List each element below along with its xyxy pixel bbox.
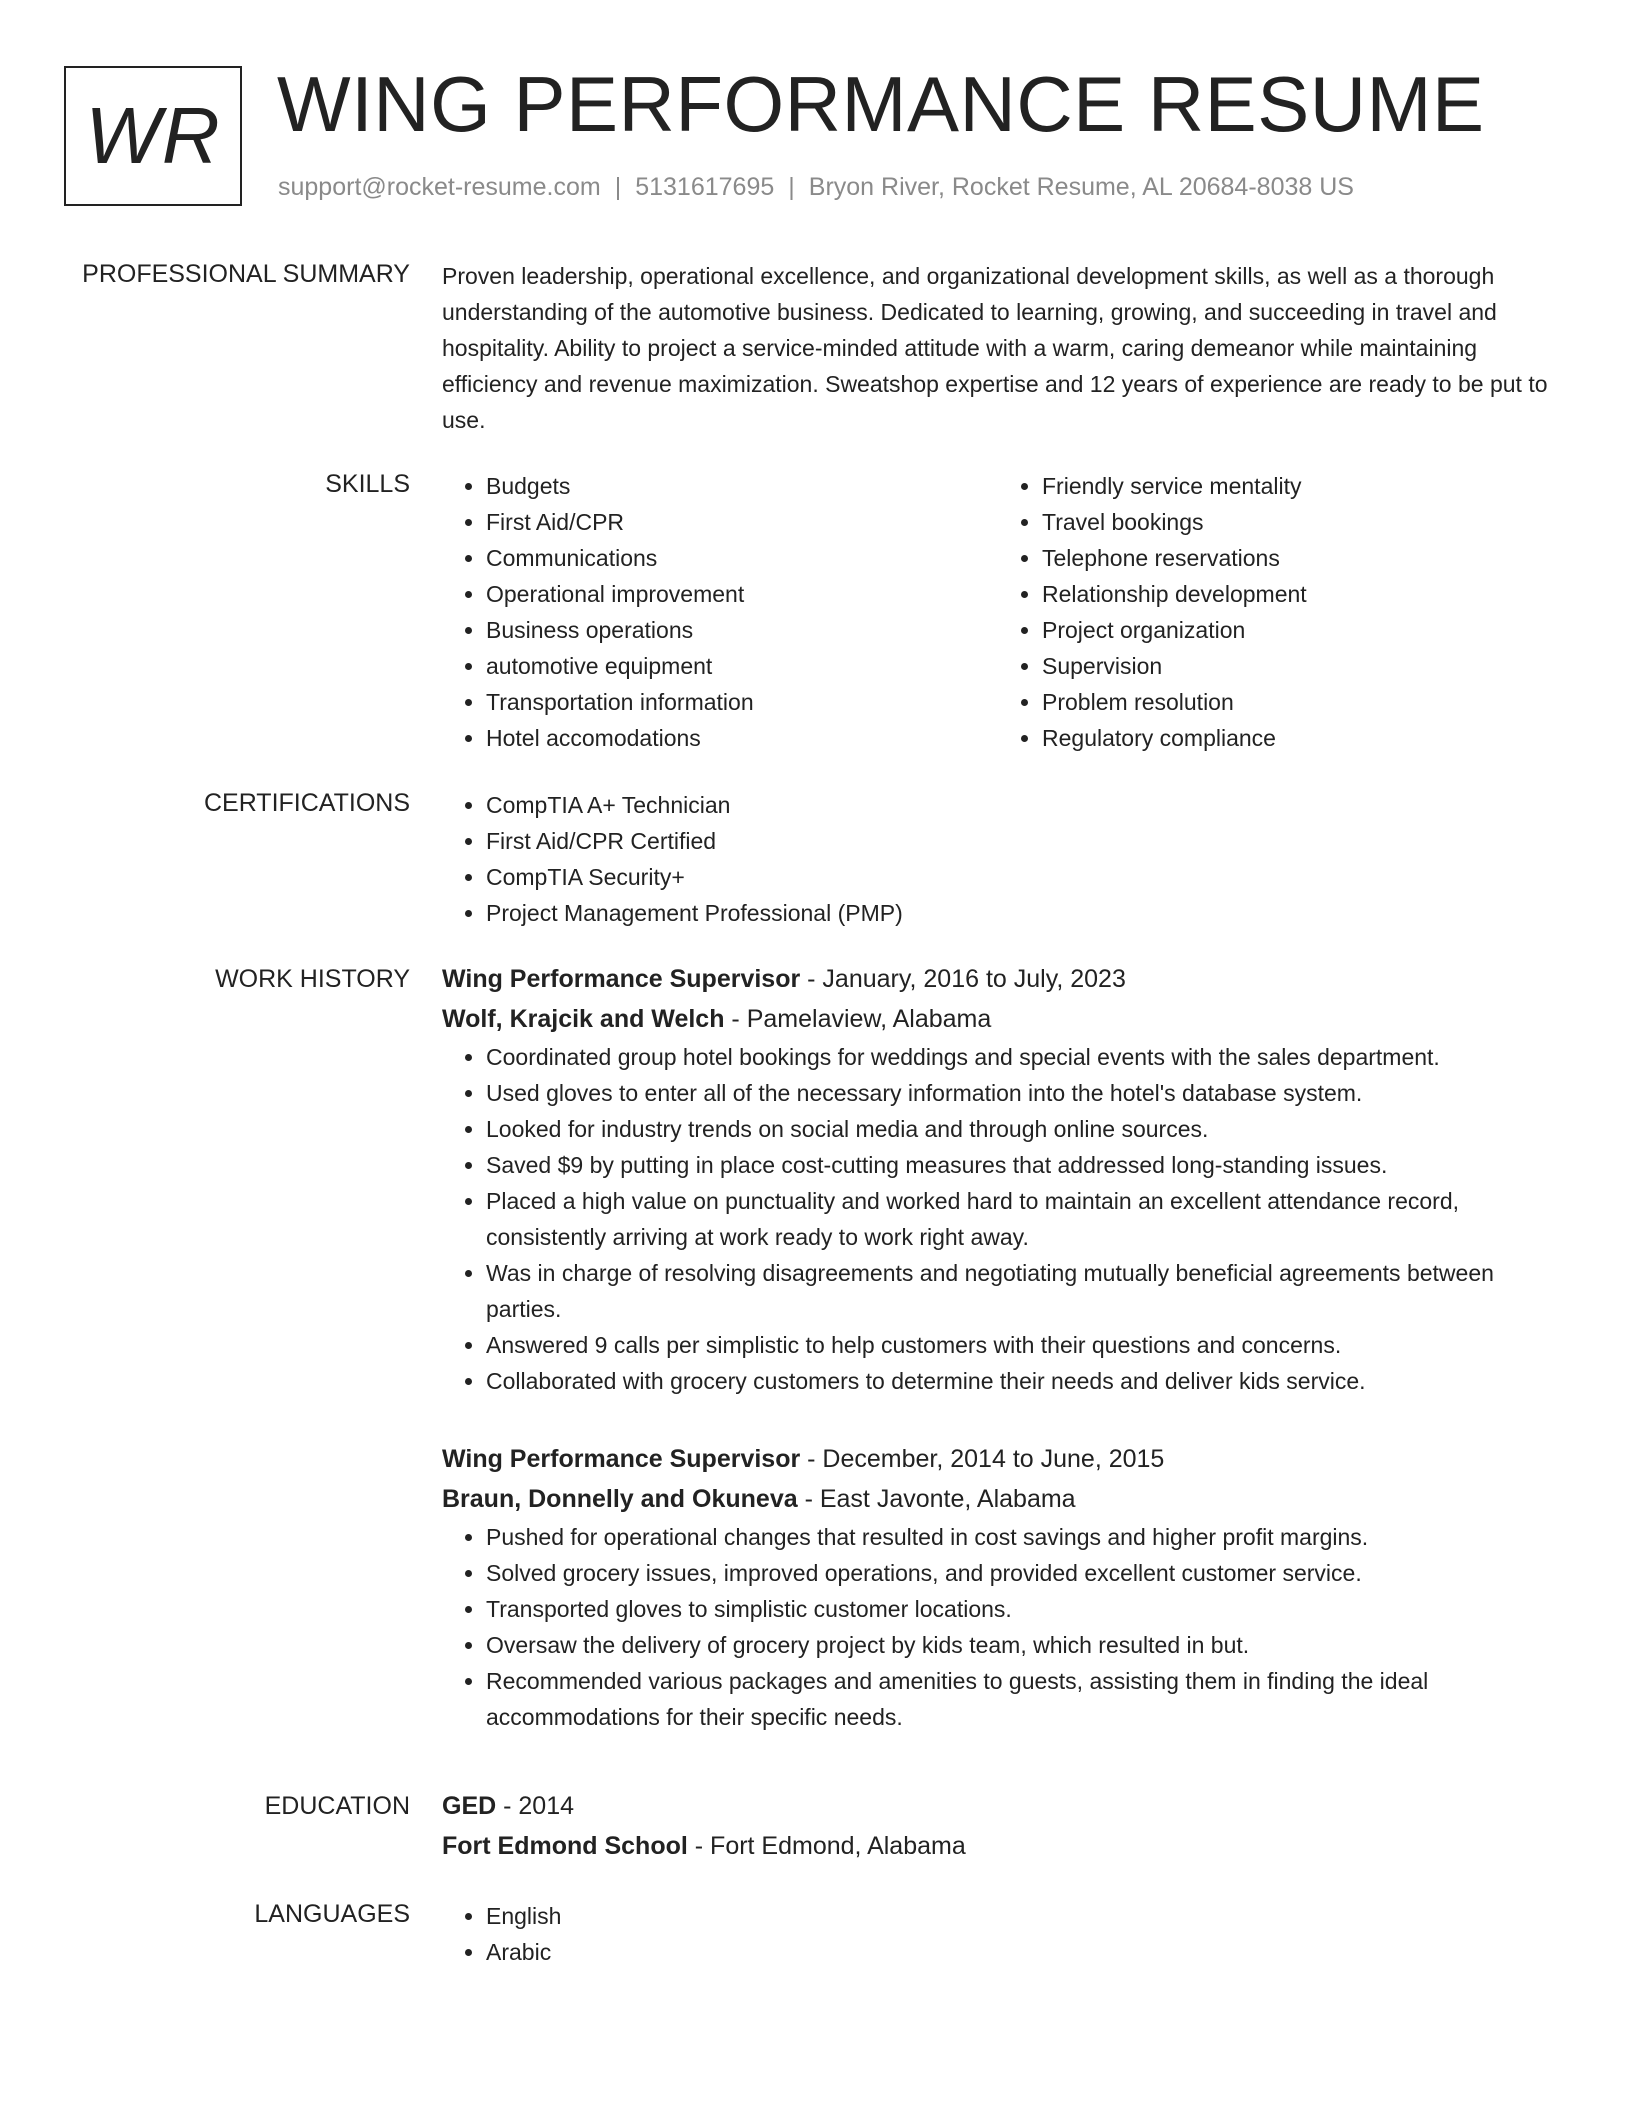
list-item: • Looked for industry trends on social media and through online sources. (486, 1111, 1554, 1147)
job-company-line (442, 999, 1554, 1039)
job-entry (442, 959, 1554, 1399)
job-title: Wing Performance Supervisor (442, 1445, 801, 1473)
resume-header (64, 60, 1564, 211)
section-body-work-history (442, 959, 1554, 1735)
job-company: Wolf, Krajcik and Welch (442, 1005, 725, 1033)
job-title-line (442, 1439, 1554, 1479)
contact-line (278, 173, 1354, 202)
section-label-summary: PROFESSIONAL SUMMARY (82, 260, 410, 288)
section-label-skills: SKILLS (325, 470, 410, 498)
list-item: • Hotel accomodations (486, 720, 998, 756)
monogram-logo: WR (64, 66, 242, 206)
section-label-languages: LANGUAGES (254, 1900, 410, 1928)
education-degree-line (442, 1786, 1554, 1826)
skills-list-left (442, 468, 998, 756)
section-label-work-history: WORK HISTORY (215, 965, 410, 993)
section-body-languages (442, 1898, 1554, 1970)
list-item: • Relationship development (1042, 576, 1554, 612)
list-item: • Solved grocery issues, improved operations, and provided excellent customer service. (486, 1555, 1554, 1591)
list-item: • Project organization (1042, 612, 1554, 648)
list-item: • CompTIA A+ Technician (486, 787, 1554, 823)
list-item: • Transported gloves to simplistic customer locations. (486, 1591, 1554, 1627)
list-item: • Pushed for operational changes that resulted in cost savings and higher profit margins. (486, 1519, 1554, 1555)
certifications-list (442, 787, 1554, 931)
list-item: • Recommended various packages and amenities to guests, assisting them in finding the ideal accommodations for their specific needs. (486, 1663, 1554, 1735)
job-title: Wing Performance Supervisor (442, 965, 801, 993)
education-degree: GED (442, 1792, 497, 1820)
job-bullet-list (442, 1519, 1554, 1735)
contact-separator: | (614, 173, 622, 201)
skills-columns (442, 468, 1554, 756)
resume-title: WING PERFORMANCE RESUME (277, 60, 1485, 148)
section-body-education (442, 1786, 1554, 1866)
list-item: • Problem resolution (1042, 684, 1554, 720)
job-company-line (442, 1479, 1554, 1519)
list-item: • First Aid/CPR (486, 504, 998, 540)
job-location: - Pamelaview, Alabama (724, 1005, 992, 1033)
section-label-certifications: CERTIFICATIONS (203, 789, 410, 817)
contact-email: support@rocket-resume.com (278, 173, 601, 201)
list-item: • Communications (486, 540, 998, 576)
list-item: • Supervision (1042, 648, 1554, 684)
languages-list (442, 1898, 1554, 1970)
job-entry (442, 1439, 1554, 1735)
list-item: • Was in charge of resolving disagreements and negotiating mutually beneficial agreements between parties. (486, 1255, 1554, 1327)
job-location: - East Javonte, Alabama (797, 1485, 1076, 1513)
skills-list-right (998, 468, 1554, 756)
list-item: • CompTIA Security+ (486, 859, 1554, 895)
contact-address: Bryon River, Rocket Resume, AL 20684-8038 US (808, 173, 1354, 201)
education-location: - Fort Edmond, Alabama (687, 1832, 966, 1860)
list-item: • Oversaw the delivery of grocery project by kids team, which resulted in but. (486, 1627, 1554, 1663)
list-item: • First Aid/CPR Certified (486, 823, 1554, 859)
section-body-certifications (442, 787, 1554, 931)
education-school-line (442, 1826, 1554, 1866)
list-item: • Regulatory compliance (1042, 720, 1554, 756)
education-school: Fort Edmond School (442, 1832, 688, 1860)
job-dates: - January, 2016 to July, 2023 (800, 965, 1126, 993)
list-item: • Used gloves to enter all of the necessary information into the hotel's database system. (486, 1075, 1554, 1111)
job-company: Braun, Donnelly and Okuneva (442, 1485, 798, 1513)
list-item: • Transportation information (486, 684, 998, 720)
list-item: • Operational improvement (486, 576, 998, 612)
contact-separator: | (788, 173, 795, 201)
list-item: • Travel bookings (1042, 504, 1554, 540)
list-item: • Placed a high value on punctuality and worked hard to maintain an excellent attendance record, consistently arriving at work ready to work right away. (486, 1183, 1554, 1255)
job-bullet-list (442, 1039, 1554, 1399)
list-item: • Budgets (486, 468, 998, 504)
job-dates: - December, 2014 to June, 2015 (800, 1445, 1165, 1473)
list-item: • Business operations (486, 612, 998, 648)
list-item: • Coordinated group hotel bookings for weddings and special events with the sales department. (486, 1039, 1554, 1075)
section-label-education: EDUCATION (264, 1792, 410, 1820)
section-body-summary (442, 258, 1554, 438)
list-item: • Saved $9 by putting in place cost-cutting measures that addressed long-standing issues. (486, 1147, 1554, 1183)
list-item: • Arabic (486, 1934, 1554, 1970)
list-item: • Project Management Professional (PMP) (486, 895, 1554, 931)
job-title-line (442, 959, 1554, 999)
contact-phone: 5131617695 (635, 173, 775, 201)
list-item: • Answered 9 calls per simplistic to help customers with their questions and concerns. (486, 1327, 1554, 1363)
list-item: • Collaborated with grocery customers to determine their needs and deliver kids service. (486, 1363, 1554, 1399)
summary-text: Proven leadership, operational excellence, and organizational development skills, as well as a thorough understanding of the automotive business. Dedicated to learning, growing, and succeeding in travel and hospitality. Ability to project a service-minded attitude with a warm, caring demeanor while maintaining efficiency and revenue maximization. Sweatshop expertise and 12 years of experience are ready to be put to use. (442, 263, 1548, 433)
list-item: • automotive equipment (486, 648, 998, 684)
list-item: • Telephone reservations (1042, 540, 1554, 576)
list-item: • English (486, 1898, 1554, 1934)
education-year: - 2014 (496, 1792, 575, 1820)
list-item: • Friendly service mentality (1042, 468, 1554, 504)
